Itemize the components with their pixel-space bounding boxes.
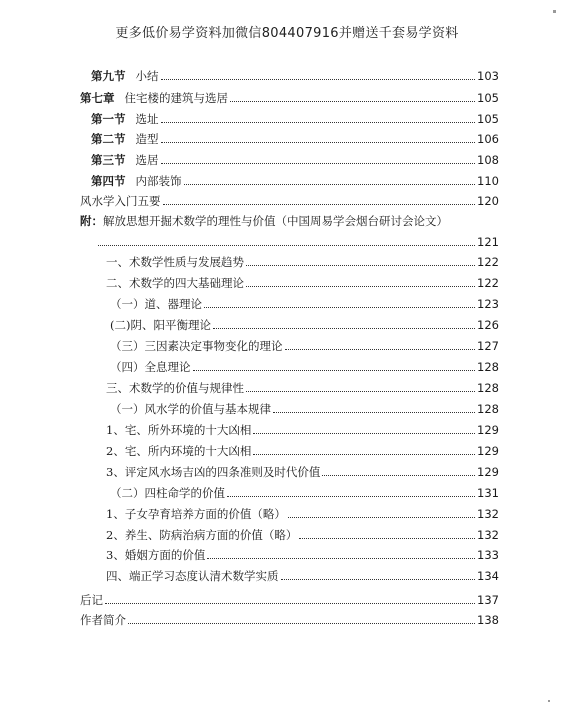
leader-dots [285, 340, 476, 350]
leader-dots [128, 614, 475, 624]
toc-title: 四、端正学习态度认清术数学实质 [106, 569, 279, 583]
toc-page-number: 134 [477, 569, 499, 583]
toc-title: （一）道、器理论 [110, 297, 202, 311]
leader-dots [161, 113, 476, 123]
toc-entry [106, 422, 499, 438]
toc-page-number: 122 [477, 276, 499, 290]
toc-prefix: 第二节 [91, 132, 126, 146]
toc-title: 选址 [135, 112, 159, 126]
toc-page-number: 123 [477, 297, 499, 311]
toc-page-number: 131 [477, 486, 499, 500]
leader-dots [299, 529, 475, 539]
toc-entry [91, 173, 499, 189]
leader-dots [322, 466, 475, 476]
leader-dots [253, 445, 475, 455]
toc-entry [80, 612, 499, 628]
leader-dots [161, 154, 476, 164]
leader-dots [213, 319, 475, 329]
toc-entry [91, 111, 499, 127]
toc-page-number: 106 [477, 132, 499, 146]
toc-entry [80, 90, 499, 106]
toc-title: 选居 [135, 153, 159, 167]
toc-page-number: 132 [477, 507, 499, 521]
leader-dots [288, 508, 475, 518]
toc-entry [110, 401, 499, 417]
toc-entry [106, 547, 499, 563]
toc-title: （一）风水学的价值与基本规律 [110, 402, 271, 416]
toc-entry [106, 506, 499, 522]
toc-prefix: 第一节 [91, 112, 126, 126]
toc-page-number: 138 [477, 613, 499, 627]
toc-page-number: 105 [477, 91, 499, 105]
toc-title: 2、养生、防病治病方面的价值（略） [106, 528, 298, 542]
toc-title: 三、术数学的价值与规律性 [106, 381, 244, 395]
toc-title: 1、子女孕育培养方面的价值（略） [106, 507, 286, 521]
toc-title: 住宅楼的建筑与选居 [124, 91, 228, 105]
toc-prefix: 第四节 [91, 174, 126, 188]
toc-title: （三）三因素决定事物变化的理论 [110, 339, 283, 353]
toc-entry [106, 275, 499, 291]
toc-title: 风水学入门五要 [80, 194, 161, 208]
toc-title: 2、宅、所内环境的十大凶相 [106, 444, 252, 458]
toc-page-number: 127 [477, 339, 499, 353]
toc-title: （二）四柱命学的价值 [110, 486, 225, 500]
toc-entry [96, 234, 499, 250]
toc-page-number: 129 [477, 465, 499, 479]
toc-entry [91, 68, 499, 84]
toc-entry [80, 193, 499, 209]
leader-dots [281, 570, 476, 580]
toc-title: 3、婚姻方面的价值 [106, 548, 206, 562]
toc-title: （四）全息理论 [110, 360, 191, 374]
toc-entry [106, 464, 499, 480]
toc-entry [110, 317, 499, 333]
leader-dots [246, 382, 475, 392]
toc-page-number: 110 [477, 174, 499, 188]
toc-prefix: 第九节 [91, 69, 126, 83]
leader-dots [273, 403, 475, 413]
toc-entry [106, 527, 499, 543]
toc-page-number: 129 [477, 423, 499, 437]
leader-dots [207, 549, 475, 559]
leader-dots [204, 298, 475, 308]
toc-page-number: 129 [477, 444, 499, 458]
toc-entry [110, 296, 499, 312]
toc-page-number: 122 [477, 255, 499, 269]
toc-page-number: 128 [477, 381, 499, 395]
toc-page-number: 121 [477, 235, 499, 249]
scan-speck [553, 10, 556, 13]
toc-page-number: 126 [477, 318, 499, 332]
toc-prefix: 第三节 [91, 153, 126, 167]
toc-page-number: 120 [477, 194, 499, 208]
toc-page-number: 128 [477, 360, 499, 374]
leader-dots [163, 195, 476, 205]
leader-dots [184, 175, 476, 185]
toc-page-number: 103 [477, 69, 499, 83]
toc-title: 一、术数学性质与发展趋势 [106, 255, 244, 269]
toc-entry [106, 443, 499, 459]
page-header: 更多低价易学资料加微信804407916并赠送千套易学资料 [115, 26, 459, 41]
toc-page-number: 105 [477, 112, 499, 126]
toc-entry [110, 338, 499, 354]
toc-entry [91, 152, 499, 168]
toc-entry [106, 568, 499, 584]
toc-title: 1、宅、所外环境的十大凶相 [106, 423, 252, 437]
toc-page-number: 108 [477, 153, 499, 167]
scan-speck [548, 700, 550, 702]
toc-entry [80, 592, 499, 608]
toc-prefix: 附： [80, 214, 103, 228]
leader-dots [161, 70, 476, 80]
toc-title: 3、评定风水场吉凶的四条准则及时代价值 [106, 465, 321, 479]
toc-title: 二、术数学的四大基础理论 [106, 276, 244, 290]
toc-entry-appendix [80, 213, 499, 229]
toc-entry [91, 131, 499, 147]
toc-title: 内部装饰 [135, 174, 182, 188]
leader-dots [227, 487, 475, 497]
toc-title: 后记 [80, 593, 103, 607]
leader-dots [246, 277, 475, 287]
toc-title: 小结 [135, 69, 159, 83]
toc-title: (二)阴、阳平衡理论 [110, 318, 211, 332]
toc-entry [110, 485, 499, 501]
toc-page-number: 132 [477, 528, 499, 542]
leader-dots [161, 133, 476, 143]
toc-entry [110, 359, 499, 375]
toc-title: 解放思想开掘术数学的理性与价值（中国周易学会烟台研讨会论文） [103, 214, 448, 228]
toc-page-number: 137 [477, 593, 499, 607]
toc-prefix: 第七章 [80, 91, 115, 105]
leader-dots [98, 236, 475, 246]
toc-page-number: 133 [477, 548, 499, 562]
toc-page-number: 128 [477, 402, 499, 416]
toc-title: 作者简介 [80, 613, 126, 627]
leader-dots [246, 256, 475, 266]
leader-dots [193, 361, 476, 371]
leader-dots [230, 92, 475, 102]
leader-dots [253, 424, 475, 434]
toc-entry [106, 254, 499, 270]
toc-entry [106, 380, 499, 396]
leader-dots [105, 594, 475, 604]
toc-title: 造型 [135, 132, 159, 146]
